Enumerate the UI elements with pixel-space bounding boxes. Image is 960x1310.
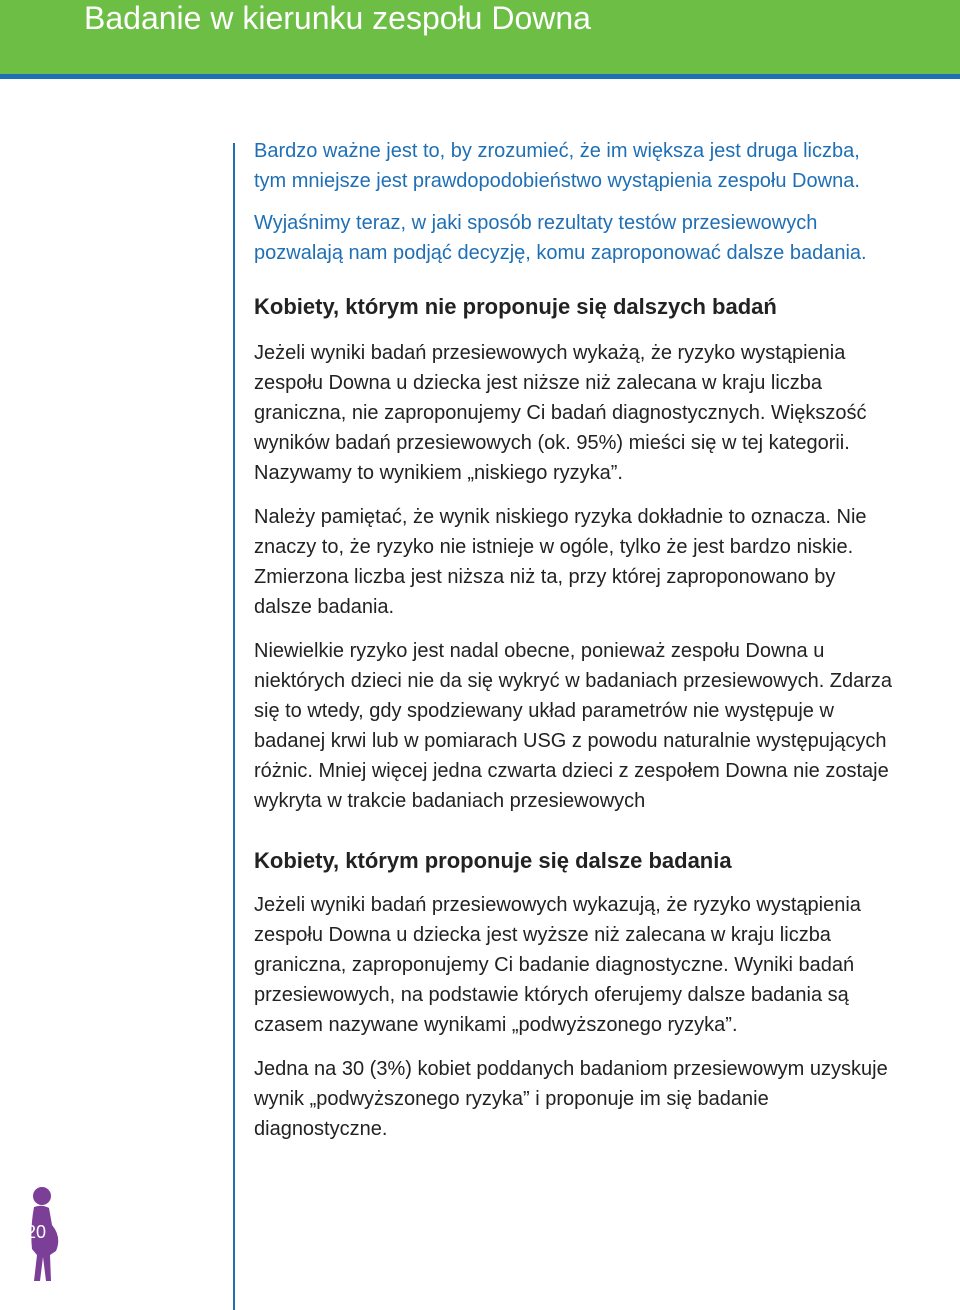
main-content <box>254 136 894 1144</box>
intro-paragraph-1: Bardzo ważne jest to, by zrozumieć, że im większa jest druga liczba, tym mniejsze jest prawdopodobieństwo wystąpienia zespołu Downa. <box>254 140 860 192</box>
section1-paragraph-3: Niewielkie ryzyko jest nadal obecne, ponieważ zespołu Downa u niektórych dzieci nie da się wykryć w badaniach przesiewowych. Zdarza się to wtedy, gdy spodziewany układ parametrów nie występuje w badanej krwi lub w pomiarach USG z powodu naturalnie występujących różnic. Mniej więcej jedna czwarta dzieci z zespołem Downa nie zostaje wykryta w trakcie badaniach przesiewowych <box>254 640 893 812</box>
section1-paragraph-2: Należy pamiętać, że wynik niskiego ryzyka dokładnie to oznacza. Nie znaczy to, że ryzyko nie istnieje w ogóle, tylko że jest bardzo niskie. Zmierzona liczba jest niższa niż ta, przy której zaproponowano by dalsze badania. <box>254 506 867 618</box>
margin-rule <box>233 143 235 1310</box>
page-title: Badanie w kierunku zespołu Downa <box>84 0 591 36</box>
section2-heading: Kobiety, którym proponuje się dalsze badania <box>254 848 732 873</box>
section2-paragraph-1: Jeżeli wyniki badań przesiewowych wykazują, że ryzyko wystąpienia zespołu Downa u dziecka jest wyższe niż zalecana w kraju liczba graniczna, zaproponujemy Ci badanie diagnostyczne. Wyniki badań przesiewowych, na podstawie których oferujemy dalsze badania są czasem nazywane wynikami „podwyższonego ryzyka”. <box>254 894 861 1036</box>
page-number: 20 <box>26 1222 47 1242</box>
intro-paragraph-2: Wyjaśnimy teraz, w jaki sposób rezultaty testów przesiewowych pozwalają nam podjąć decyzję, komu zaproponować dalsze badania. <box>254 212 867 264</box>
section1-heading: Kobiety, którym nie proponuje się dalszych badań <box>254 294 777 319</box>
page-header <box>0 0 960 79</box>
section1-paragraph-1: Jeżeli wyniki badań przesiewowych wykażą, że ryzyko wystąpienia zespołu Downa u dziecka jest niższe niż zalecana w kraju liczba graniczna, nie zaproponujemy Ci badań diagnostycznych. Większość wyników badań przesiewowych (ok. 95%) mieści się w tej kategorii. Nazywamy to wynikiem „niskiego ryzyka”. <box>254 342 867 484</box>
section2-paragraph-2: Jedna na 30 (3%) kobiet poddanych badaniom przesiewowym uzyskuje wynik „podwyższonego ryzyka” i proponuje im się badanie diagnostyczne. <box>254 1058 888 1140</box>
